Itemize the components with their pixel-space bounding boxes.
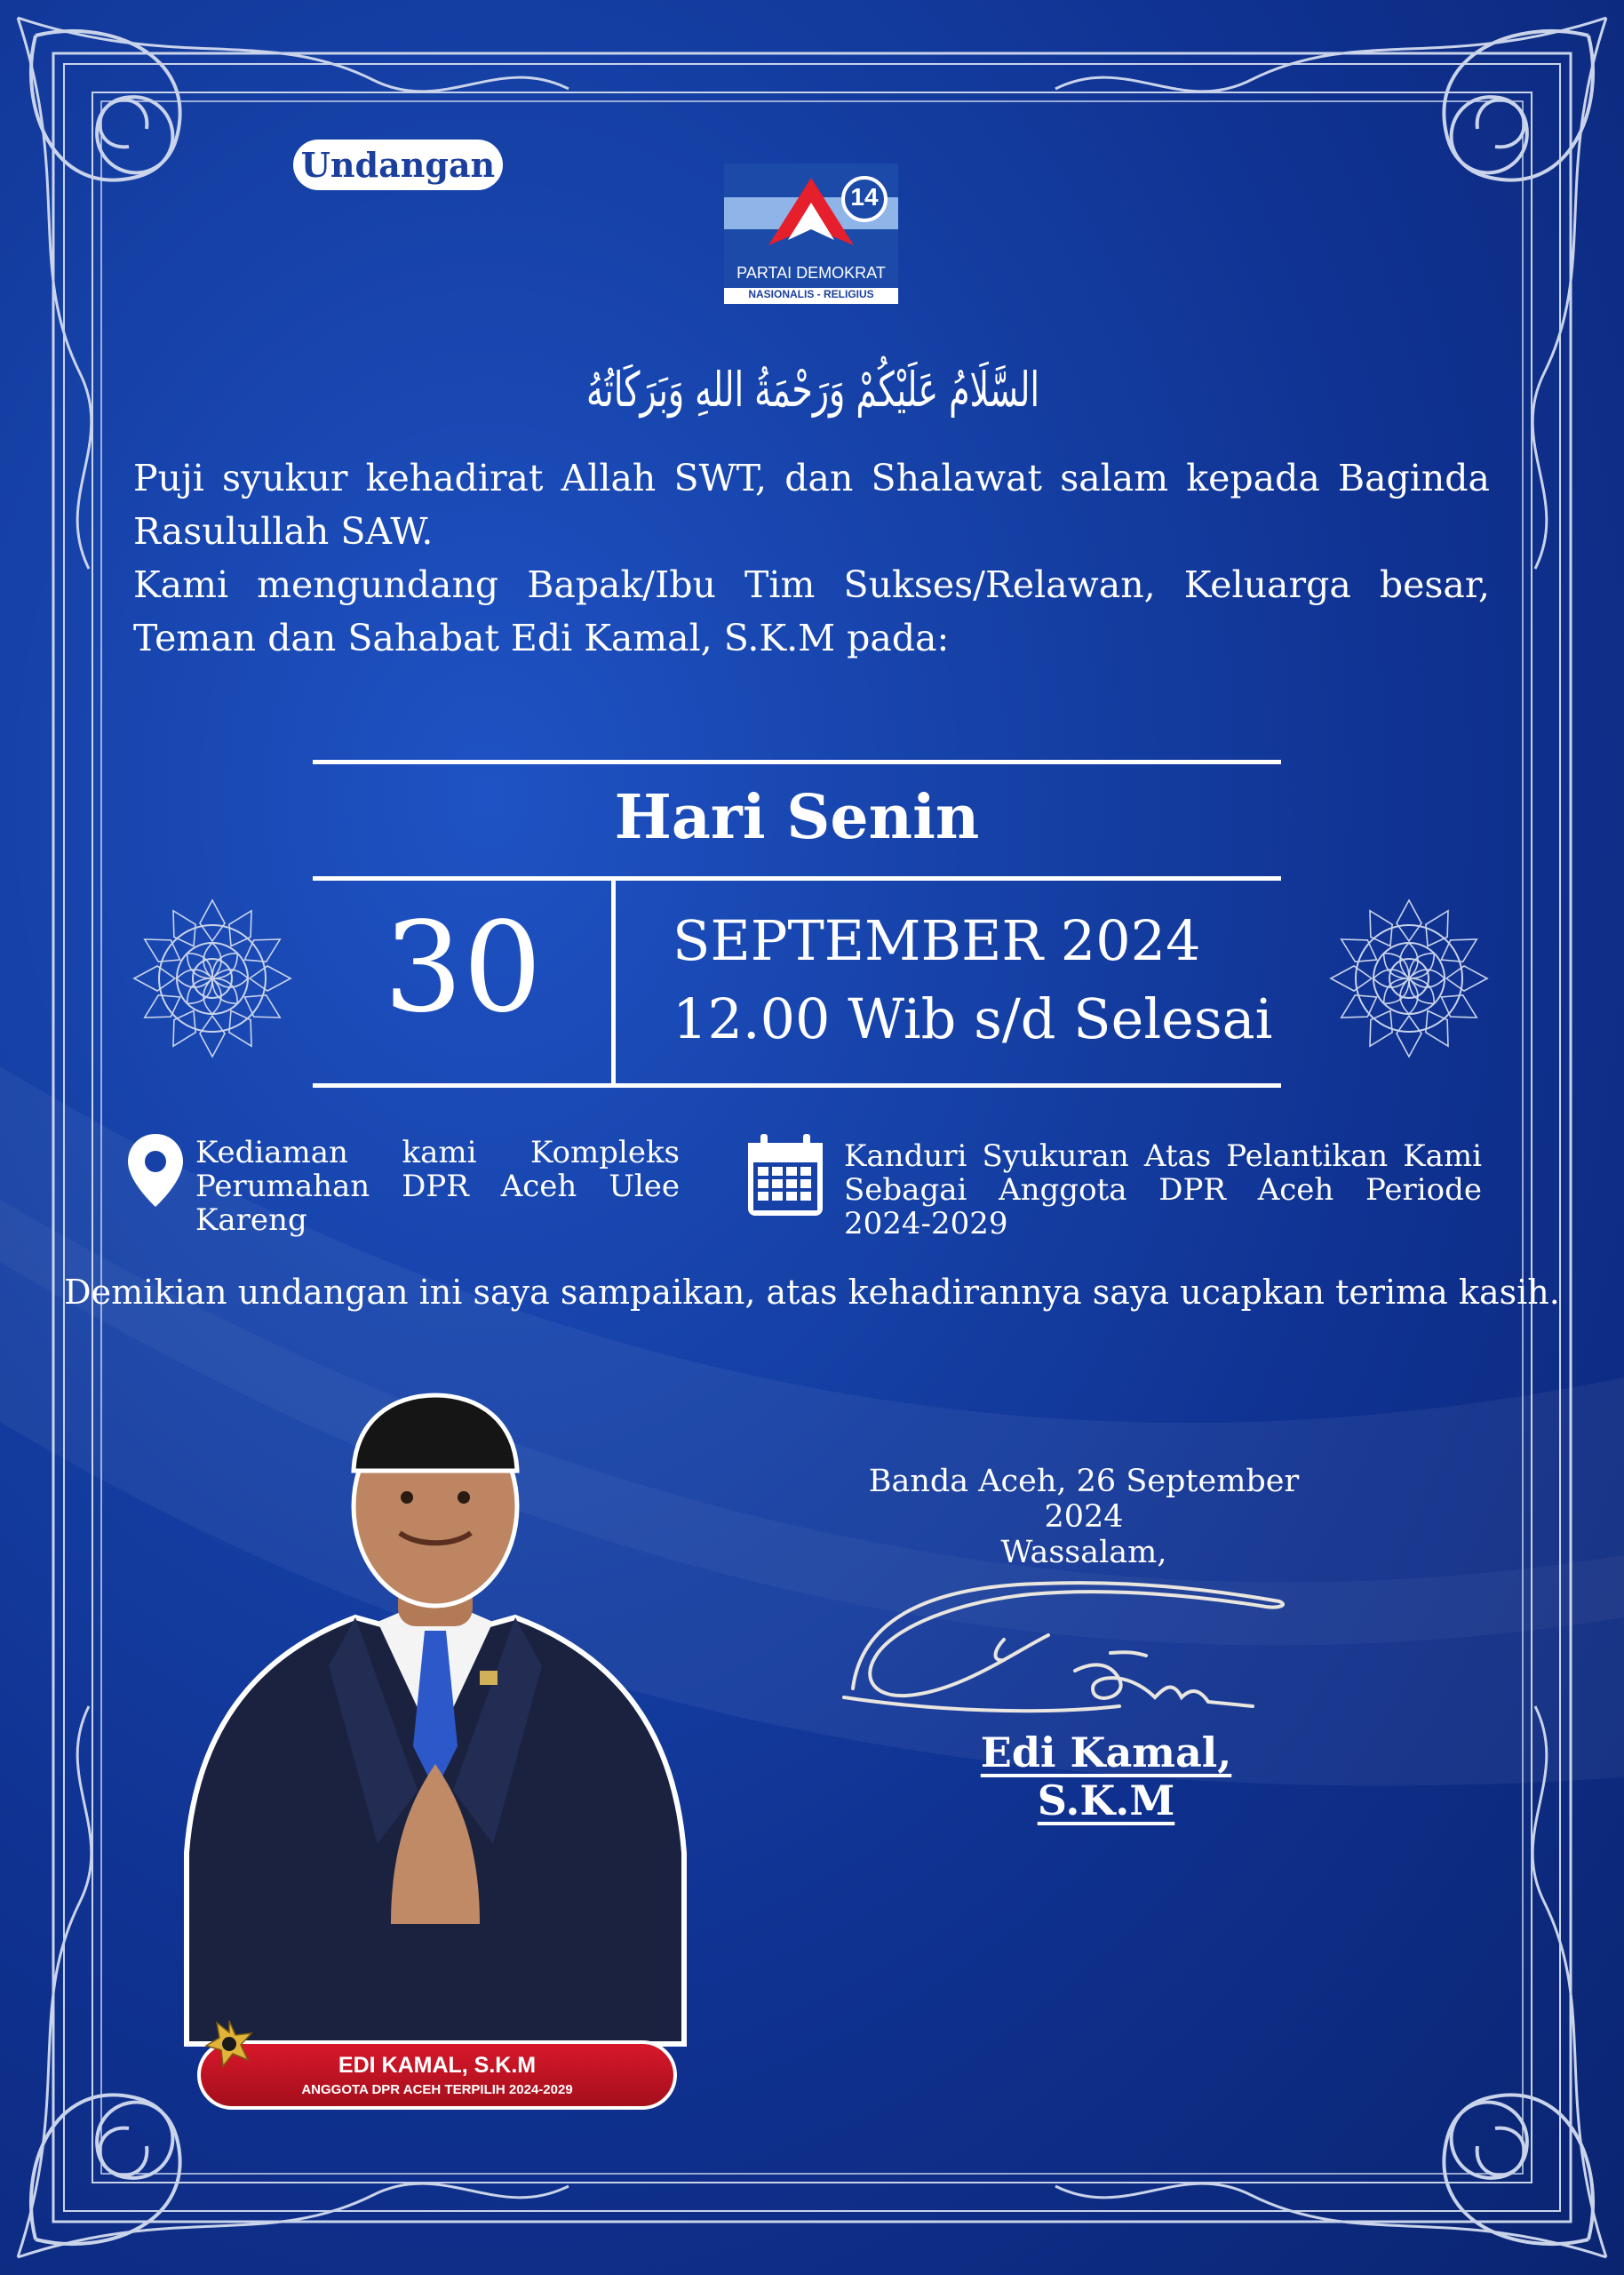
date-day: 30: [383, 896, 543, 1041]
party-emblem-icon: [724, 164, 898, 261]
handwritten-signature: [826, 1564, 1288, 1742]
calendar-icon: [744, 1130, 826, 1219]
date-rule-bottom: [313, 1083, 1281, 1088]
party-logo: [724, 164, 898, 304]
salutation: Wassalam,: [1000, 1535, 1167, 1570]
intro-line-2: Kami mengundang Bapak/Ibu Tim Sukses/Relawan, Keluarga besar, Teman dan Sahabat Edi Kamal, S.K.M pada:: [133, 563, 1490, 659]
intro-line-1: Puji syukur kehadirat Allah SWT, dan Shalawat salam kepada Baginda Rasulullah SAW.: [133, 457, 1490, 553]
party-tagline: NASIONALIS - RELIGIUS: [748, 288, 874, 300]
signature-block: [835, 1464, 1333, 1570]
invitation-badge: [293, 140, 503, 190]
agenda-text: Kanduri Syukuran Atas Pelantikan Kami Sebagai Anggota DPR Aceh Periode 2024-2029: [844, 1138, 1482, 1241]
name-banner: [197, 2040, 677, 2110]
salam-calligraphy: [577, 342, 1233, 431]
location-pin-icon: [124, 1130, 187, 1210]
day-name: Hari Senin: [614, 782, 980, 853]
date-rule-middle: [313, 876, 1281, 881]
location-text: Kediaman kami Kompleks Perumahan DPR Aceh Ulee Kareng: [195, 1135, 680, 1238]
salam-text: السَّلَامُ عَلَيْكُمْ وَرَحْمَةُ اللهِ وَبَرَكَاتُهُ: [586, 362, 1233, 418]
banner-title: ANGGOTA DPR ACEH TERPILIH 2024-2029: [301, 2082, 573, 2097]
closing-text: Demikian undangan ini saya sampaikan, atas kehadirannya saya ucapkan terima kasih.: [64, 1273, 1560, 1312]
event-time: 12.00 Wib s/d Selesai: [673, 986, 1273, 1051]
date-rule-top: [313, 760, 1281, 764]
place-date: Banda Aceh, 26 September 2024: [868, 1464, 1300, 1535]
candidate-portrait: [151, 1373, 720, 2044]
star-emblem-icon: [203, 2017, 256, 2071]
badge-label: Undangan: [300, 145, 496, 185]
mandala-right-icon: [1328, 898, 1490, 1059]
party-number: 14: [850, 183, 879, 211]
signer-name: Edi Kamal, S.K.M: [980, 1728, 1232, 1824]
month-year: SEPTEMBER 2024: [673, 908, 1201, 973]
banner-name: EDI KAMAL, S.K.M: [338, 2053, 537, 2078]
mandala-left-icon: [131, 898, 293, 1059]
party-name: PARTAI DEMOKRAT: [736, 264, 886, 282]
